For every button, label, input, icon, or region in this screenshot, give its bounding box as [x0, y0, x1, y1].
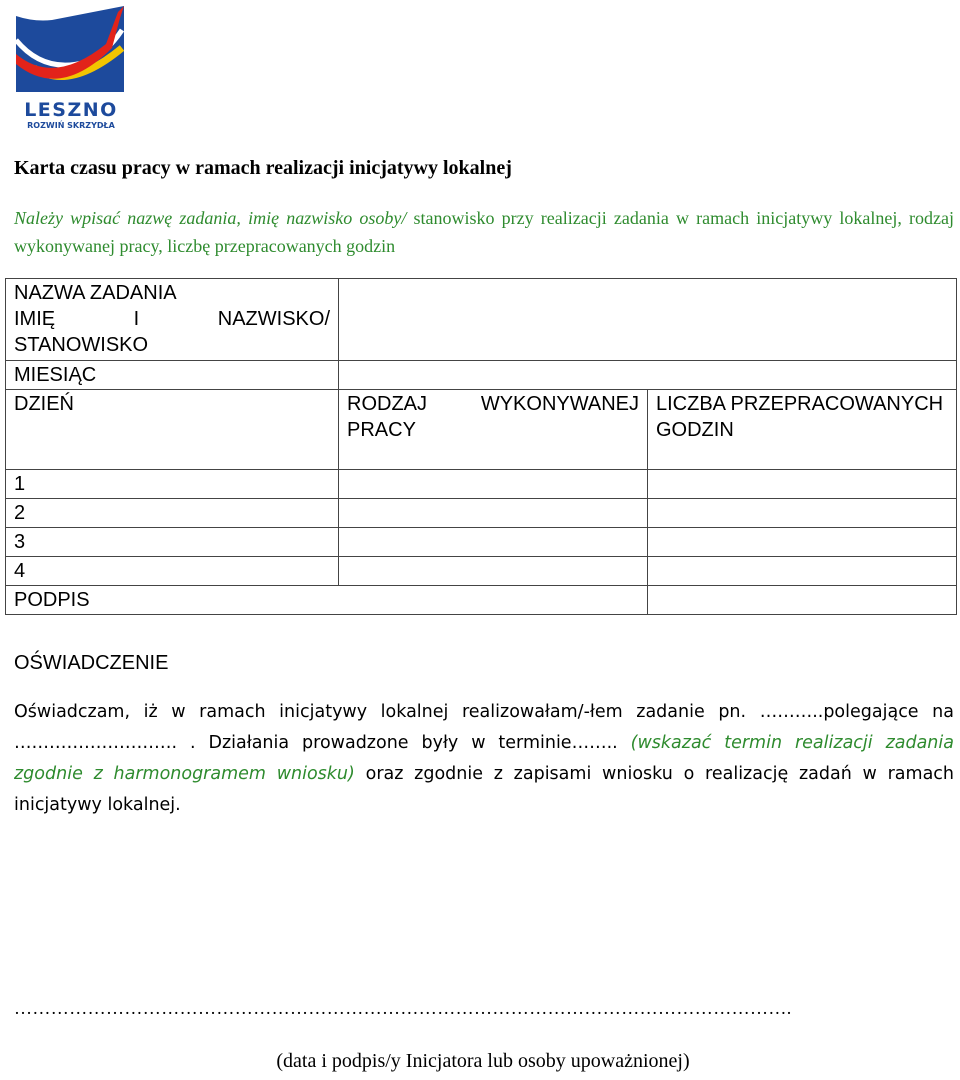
instruction-text	[14, 204, 954, 260]
day-row-cell	[6, 499, 339, 528]
hours-input-cell[interactable]	[648, 557, 957, 586]
declaration-title: OŚWIADCZENIE	[14, 652, 169, 674]
signature-caption: (data i podpis/y Inicjatora lub osoby upoważnionej)	[276, 1050, 690, 1072]
logo-tagline: ROZWIŃ SKRZYDŁA	[27, 121, 115, 130]
signature-line[interactable]: ……………………………………………………………………………………………………………….	[14, 998, 792, 1018]
task-description-blank[interactable]: ……………………….	[14, 733, 190, 753]
task-name-blank[interactable]: ………..	[759, 702, 824, 722]
declaration-text-part2: polegające na	[823, 702, 954, 722]
work-type-header: RODZAJ WYKONYWANEJ PRACY	[347, 393, 639, 441]
person-name-label: IMIĘ I NAZWISKO/	[14, 308, 330, 330]
day-row-number: 1	[14, 473, 26, 495]
hours-input-cell[interactable]	[648, 470, 957, 499]
instruction-part2: stanowisko przy realizacji zadania w ramach inicjatywy	[406, 208, 833, 228]
day-header: DZIEŃ	[14, 393, 74, 415]
declaration-text-part4: .	[612, 733, 631, 753]
month-label: MIESIĄC	[14, 364, 97, 386]
signature-input-cell[interactable]	[648, 586, 957, 615]
day-row-cell	[6, 528, 339, 557]
task-name-label-cell	[6, 279, 339, 361]
day-row-number: 3	[14, 531, 26, 553]
time-sheet-table	[5, 278, 957, 615]
signature-label: PODPIS	[14, 589, 90, 611]
month-value-cell[interactable]	[339, 361, 957, 390]
declaration-text-part5: oraz zgodnie z zapisami wniosku o realizację zadań w ramach inicjatywy lokalnej.	[14, 764, 955, 815]
declaration-text-part3: . Działania prowadzone były w terminie	[190, 733, 572, 753]
position-label: STANOWISKO	[14, 334, 149, 356]
hours-input-cell[interactable]	[648, 528, 957, 557]
instruction-part3: lokalnej, rodzaj wykonywanej pracy, liczbę przepracowanych godzin	[14, 208, 954, 256]
work-type-input-cell[interactable]	[339, 528, 648, 557]
work-type-input-cell[interactable]	[339, 470, 648, 499]
page-title: Karta czasu pracy w ramach realizacji inicjatywy lokalnej	[14, 157, 512, 179]
day-row-cell	[6, 470, 339, 499]
term-blank[interactable]: …….	[571, 733, 613, 753]
declaration-text	[14, 697, 954, 821]
leszno-logo	[14, 4, 128, 130]
day-row-number: 2	[14, 502, 26, 524]
term-instruction-note: (wskazać termin realizacji zadania zgodnie z harmonogramem wniosku)	[14, 733, 954, 784]
month-label-cell	[6, 361, 339, 390]
declaration-text-part1: Oświadczam, iż w ramach inicjatywy lokalnej realizowałam/-łem zadanie pn.	[14, 702, 760, 722]
day-row-cell	[6, 557, 339, 586]
work-type-input-cell[interactable]	[339, 499, 648, 528]
task-name-label: NAZWA ZADANIA	[14, 282, 177, 304]
day-header-cell	[6, 390, 339, 470]
day-row-number: 4	[14, 560, 26, 582]
signature-label-cell	[6, 586, 648, 615]
work-type-header-cell	[339, 390, 648, 470]
hours-header: LICZBA PRZEPRACOWANYCH GODZIN	[656, 393, 944, 441]
logo-wordmark: LESZNO	[24, 99, 118, 121]
instruction-part1: Należy wpisać nazwę zadania, imię nazwisko osoby/	[14, 208, 407, 228]
hours-input-cell[interactable]	[648, 499, 957, 528]
hours-header-cell	[648, 390, 957, 470]
work-type-input-cell[interactable]	[339, 557, 648, 586]
task-name-value-cell[interactable]	[339, 279, 957, 361]
